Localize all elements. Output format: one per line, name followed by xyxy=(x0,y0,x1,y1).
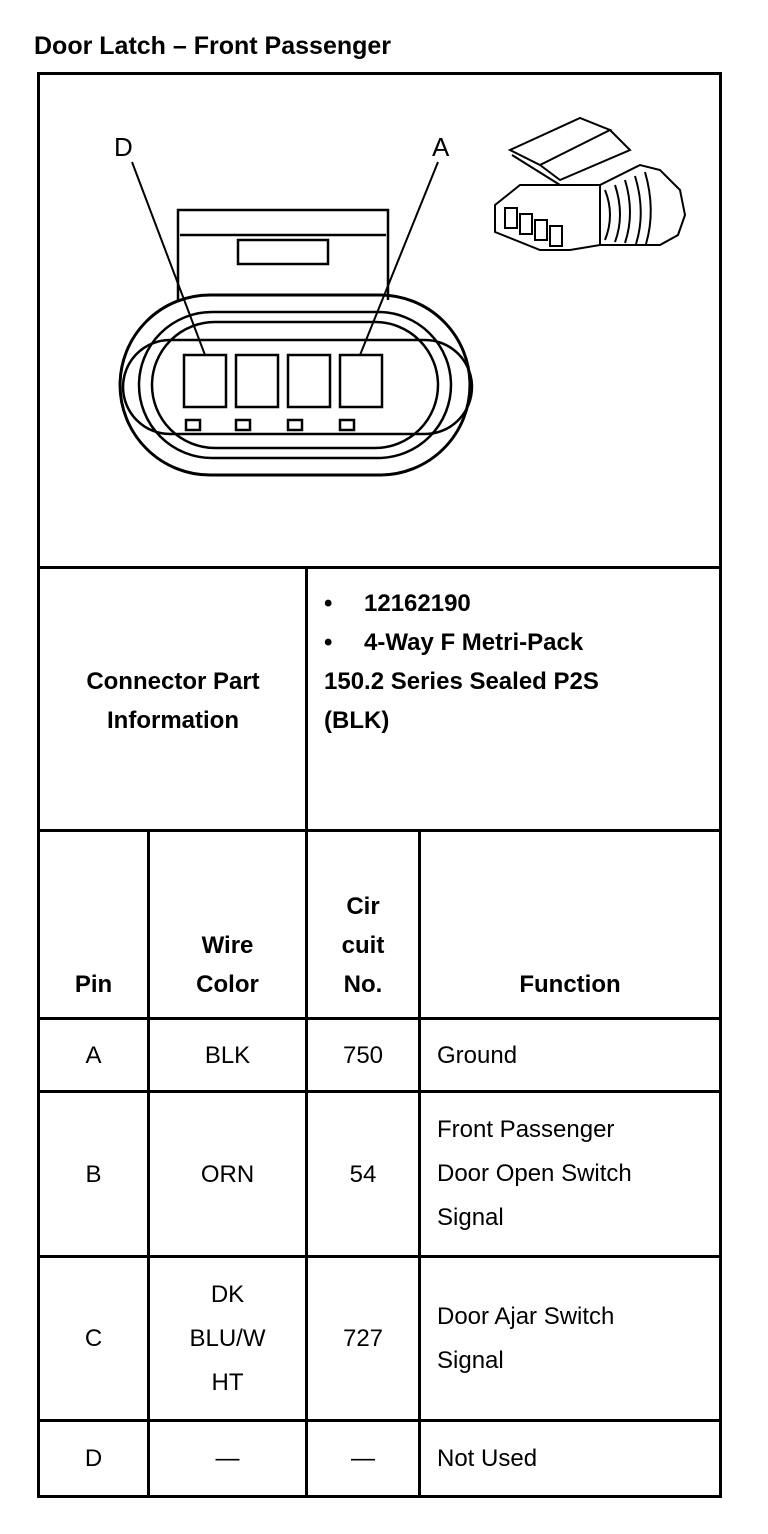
table-row-b-pin: B xyxy=(85,1160,102,1188)
table-row-a-circuit: 750 xyxy=(342,1041,384,1069)
table-row-d-pin: D xyxy=(84,1445,103,1472)
table-row-a-wire: BLK xyxy=(204,1041,251,1069)
connector-color: (BLK) xyxy=(324,707,390,734)
pin-label-a: A xyxy=(432,132,450,162)
table-row-a-pin: A xyxy=(85,1041,102,1069)
table-row-b-circuit: 54 xyxy=(349,1160,377,1188)
header-circuit-no: Cir cuit No. xyxy=(341,893,385,998)
table-row-c-wire: DK BLU/W HT xyxy=(189,1280,266,1396)
pin-label-d: D xyxy=(114,132,133,162)
page-title: Door Latch – Front Passenger xyxy=(34,32,392,60)
connector-series: 150.2 Series Sealed P2S xyxy=(324,668,599,695)
part-number-item: • 12162190 xyxy=(324,590,471,617)
cavity-d xyxy=(184,355,226,407)
connector-type-item: • 4-Way F Metri-Pack xyxy=(324,629,584,656)
table-row-d-function: Not Used xyxy=(437,1445,538,1472)
table-row-c-circuit: 727 xyxy=(342,1325,384,1352)
header-pin: Pin xyxy=(74,971,113,998)
table-row-d-circuit: — xyxy=(351,1445,375,1472)
table-row-c-pin: C xyxy=(84,1325,103,1352)
table-row-c-function: Door Ajar Switch Signal xyxy=(437,1302,615,1374)
connector-part-info xyxy=(324,584,714,740)
cavity-c xyxy=(236,355,278,407)
connector-diagram xyxy=(40,75,719,567)
table-row-b-wire: ORN xyxy=(200,1160,255,1188)
cavity-b xyxy=(288,355,330,407)
connector-part-info-label: Connector Part Information xyxy=(86,668,260,734)
table-row-b-function: Front Passenger Door Open Switch Signal xyxy=(437,1116,632,1231)
cavity-a xyxy=(340,355,382,407)
table-row-d-wire: — xyxy=(215,1445,240,1472)
header-function: Function xyxy=(519,971,621,998)
table-row-a-function: Ground xyxy=(437,1041,518,1069)
header-wire-color: Wire Color xyxy=(196,932,259,998)
